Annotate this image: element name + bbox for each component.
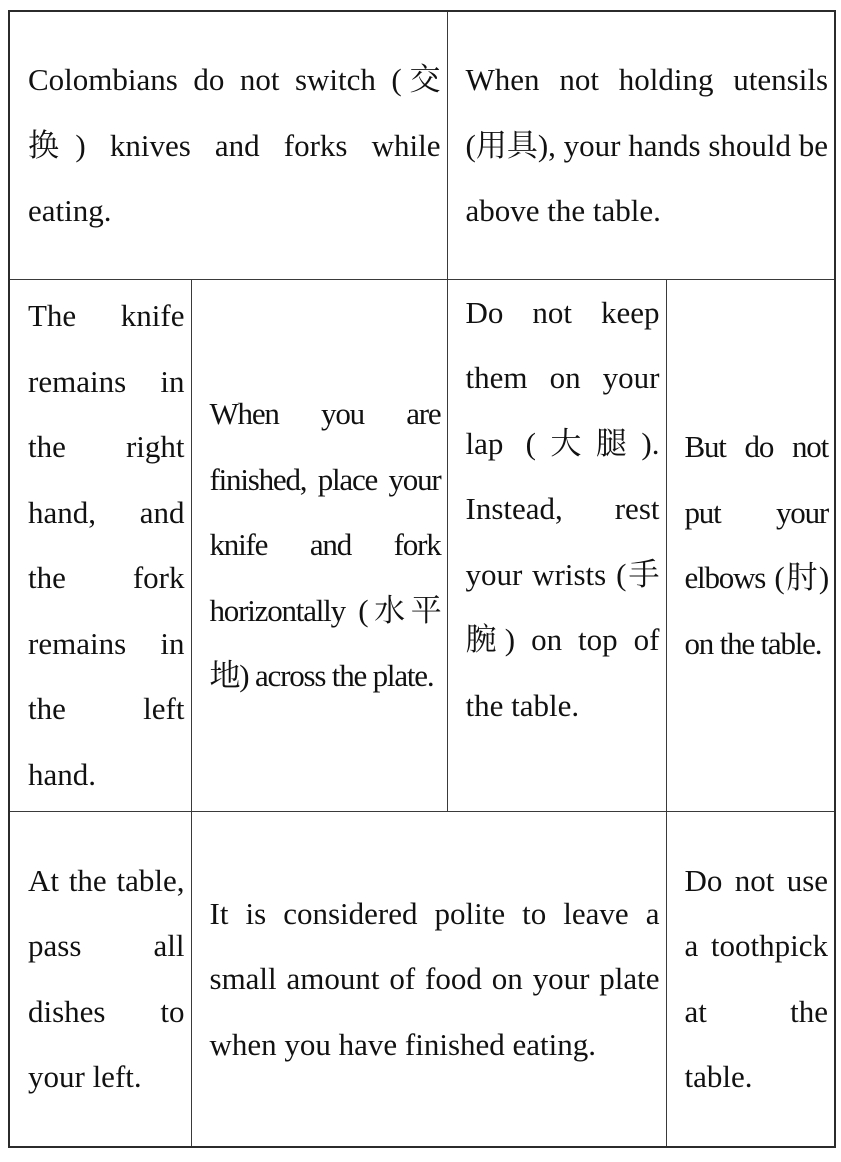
table-row-1	[9, 11, 835, 279]
cell-text: It is considered polite to leave a small amount of food on your plate when you have finished eating.	[209, 895, 660, 1062]
cell-toothpick	[666, 811, 835, 1147]
table-row-3	[9, 811, 835, 1147]
cell-knife-right-hand	[9, 279, 191, 811]
cell-text: Do not keep them on your lap (大腿). Instead, rest your wrists (手腕) on top of the table.	[465, 294, 660, 723]
cell-colombians-switch	[9, 11, 447, 279]
cell-leave-food	[191, 811, 666, 1147]
cell-finished-place	[191, 279, 447, 811]
cell-text: The knife remains in the right hand, and the fork remains in the left hand.	[28, 298, 185, 792]
cell-text: Do not use a toothpick at the table.	[684, 862, 829, 1095]
cell-text: Colombians do not switch (交换) knives and forks while eating.	[28, 62, 441, 228]
table-row-2	[9, 279, 835, 811]
cell-text: When not holding utensils (用具), your hands should be above the table.	[465, 62, 829, 228]
cell-text: When you are finished, place your knife and fork horizontally (水平地) across the plate.	[209, 396, 441, 694]
cell-hands-above-table	[447, 11, 835, 279]
cell-text: At the table, pass all dishes to your left.	[28, 862, 185, 1095]
cell-elbows	[666, 279, 835, 811]
cell-text: But do not put your elbows (肘) on the table.	[684, 429, 829, 661]
cell-not-on-lap	[447, 279, 666, 811]
etiquette-table	[8, 10, 836, 1148]
cell-pass-left	[9, 811, 191, 1147]
